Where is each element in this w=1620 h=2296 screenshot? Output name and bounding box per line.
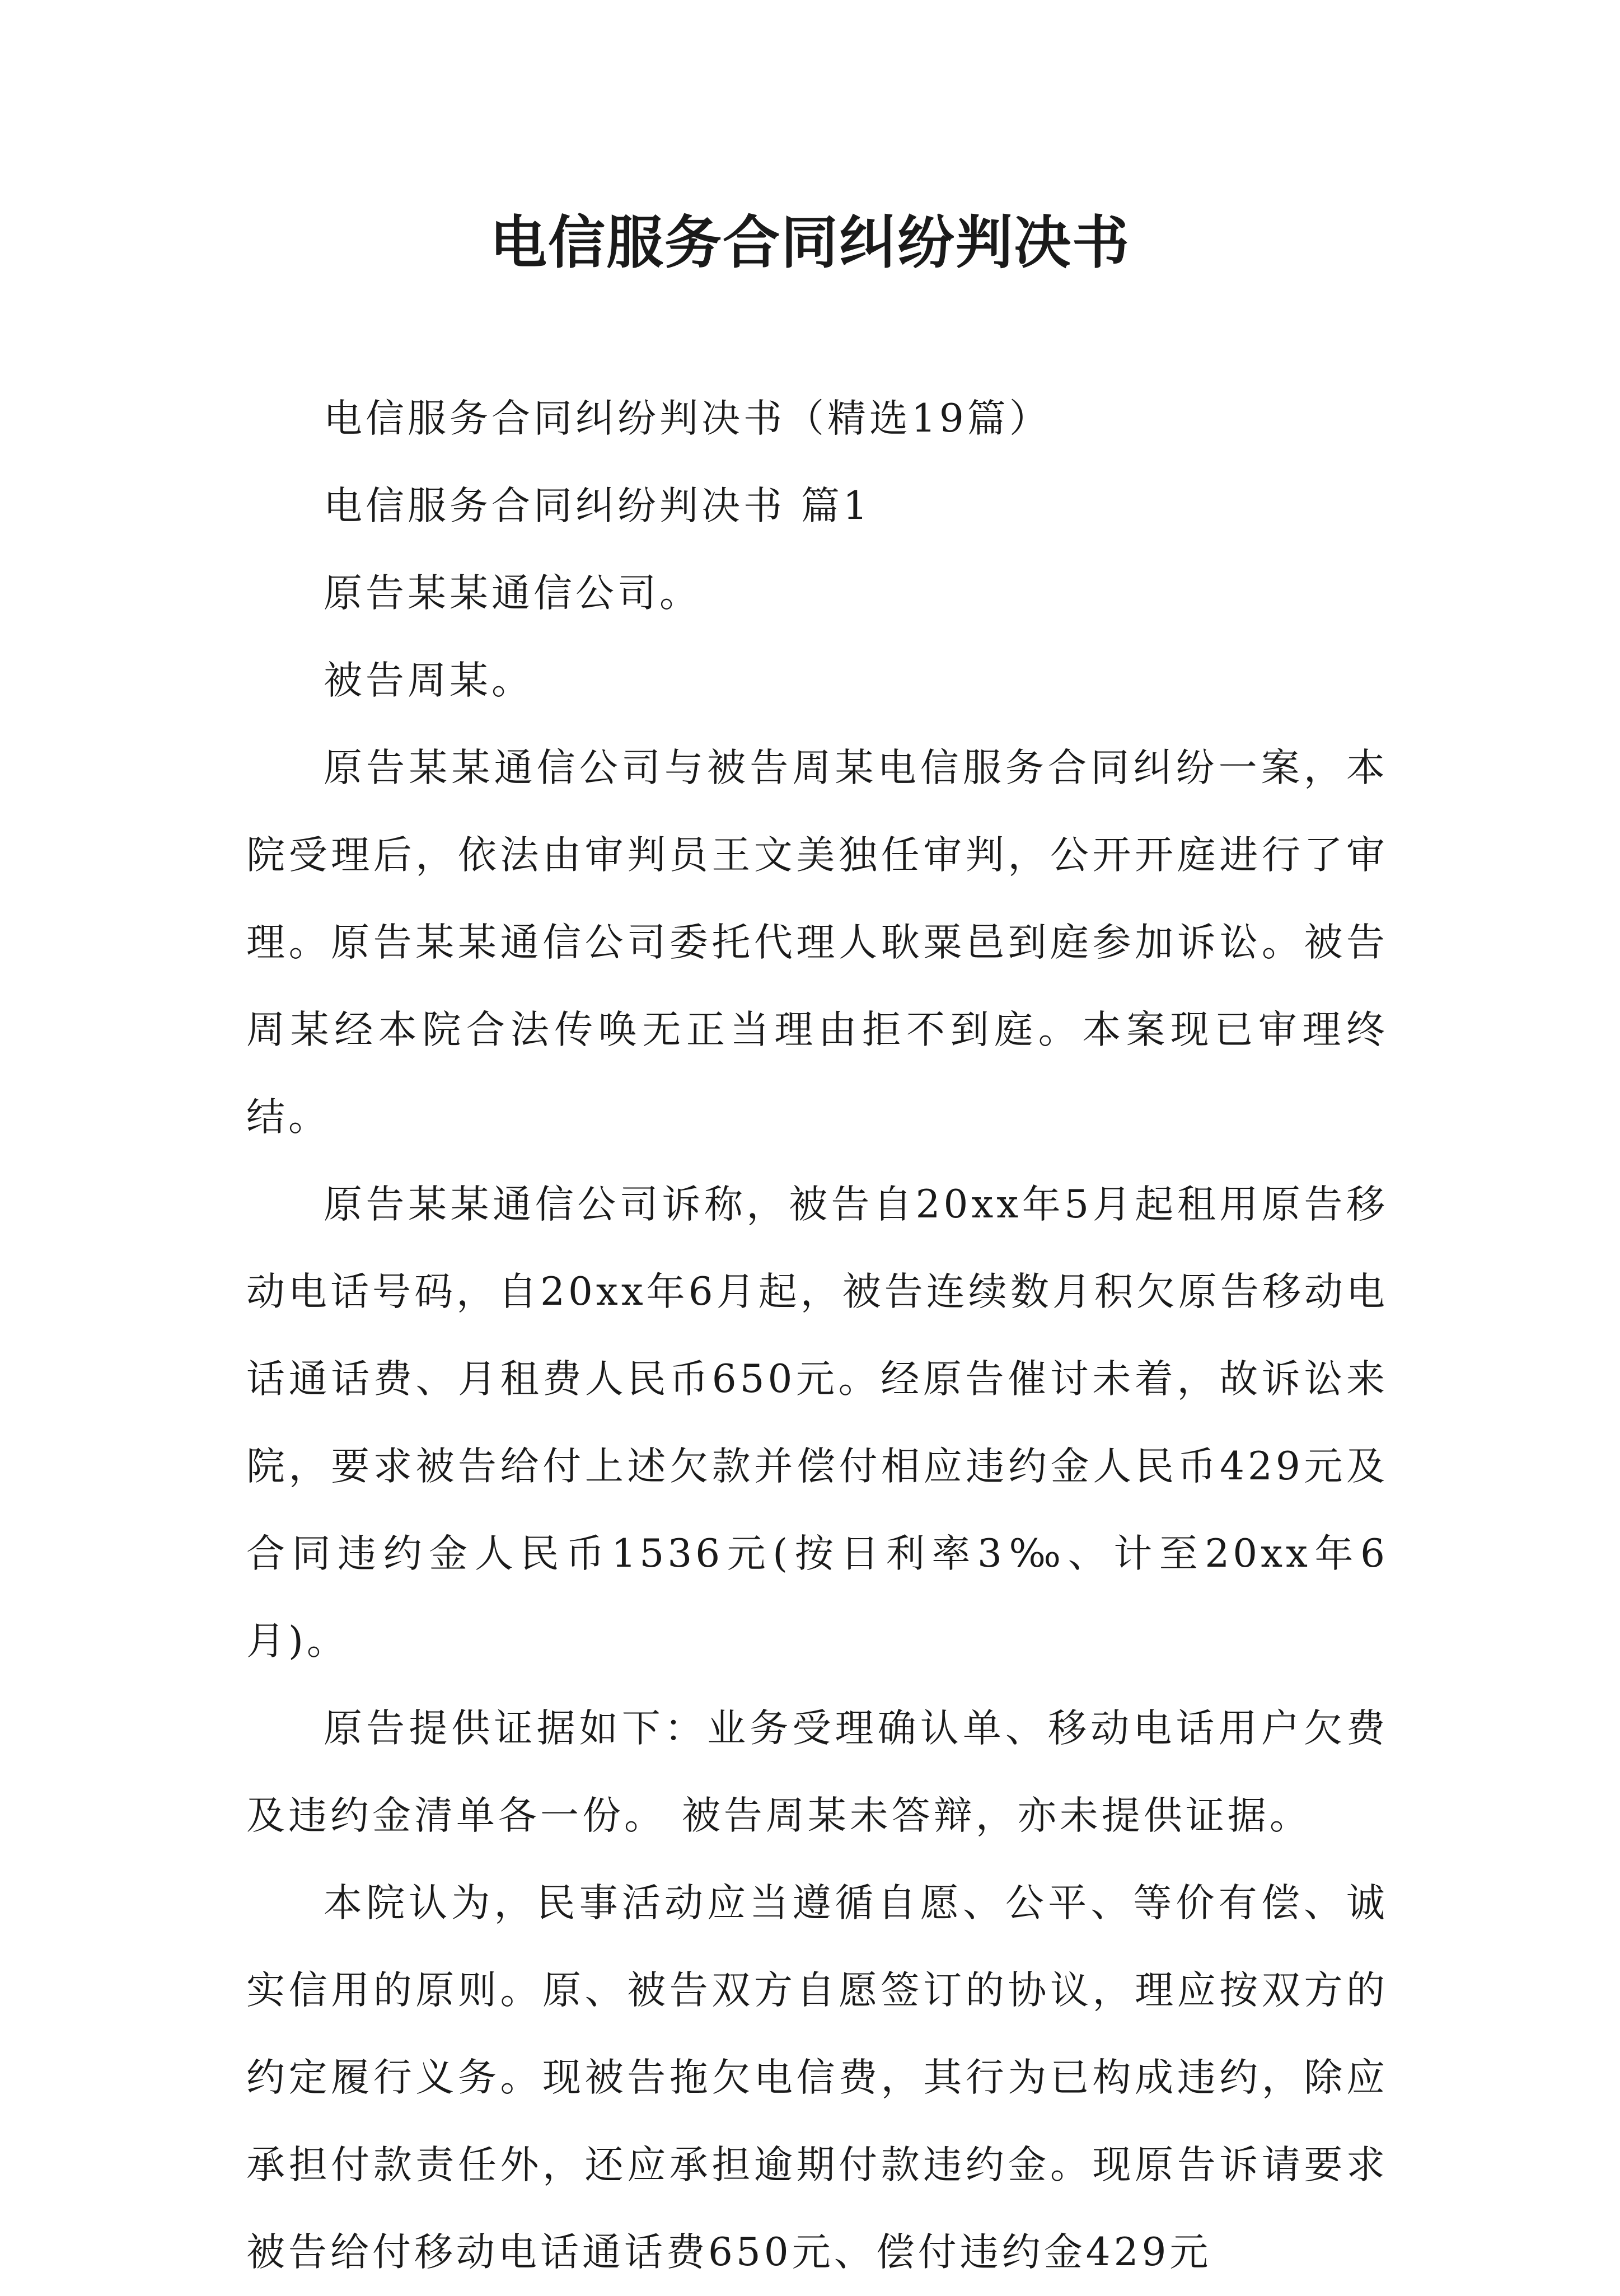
paragraph-plaintiff: 原告某某通信公司。 [324,571,701,616]
paragraph-section-heading: 电信服务合同纠纷判决书 篇1 [324,484,871,528]
paragraph-defendant: 被告周某。 [324,658,533,703]
paragraph-evidence: 原告提供证据如下：业务受理确认单、移动电话用户欠费及违约金清单各一份。 被告周某未答辩，亦未提供证据。 [246,1706,1388,1838]
paragraph-plaintiff-claim: 原告某某通信公司诉称，被告自20xx年5月起租用原告移动电话号码，自20xx年6月起，被告连续数月积欠原告移动电话通话费、月租费人民币650元。经原告催讨未着，故诉讼来院，要求被告给付上述欠款并偿付相应违约金人民币429元及合同违约金人民币1536元(按日利率3‰、计至20xx年6月)。 [246,1182,1388,1664]
paragraph-case-intro: 原告某某通信公司与被告周某电信服务合同纠纷一案，本院受理后，依法由审判员王文美独任审判，公开开庭进行了审理。原告某某通信公司委托代理人耿粟邑到庭参加诉讼。被告周某经本院合法传唤无正当理由拒不到庭。本案现已审理终结。 [246,746,1388,1140]
document-title: 电信服务合同纠纷判决书 [490,210,1130,277]
paragraph-court-opinion: 本院认为，民事活动应当遵循自愿、公平、等价有偿、诚实信用的原则。原、被告双方自愿签订的协议，理应按双方的约定履行义务。现被告拖欠电信费，其行为已构成违约，除应承担付款责任外，还应承担逾期付款违约金。现原告诉请要求被告给付移动电话通话费650元、偿付违约金429元 [246,1881,1388,2275]
document-body [246,375,1388,2296]
paragraph-subtitle: 电信服务合同纠纷判决书（精选19篇） [324,396,1051,441]
